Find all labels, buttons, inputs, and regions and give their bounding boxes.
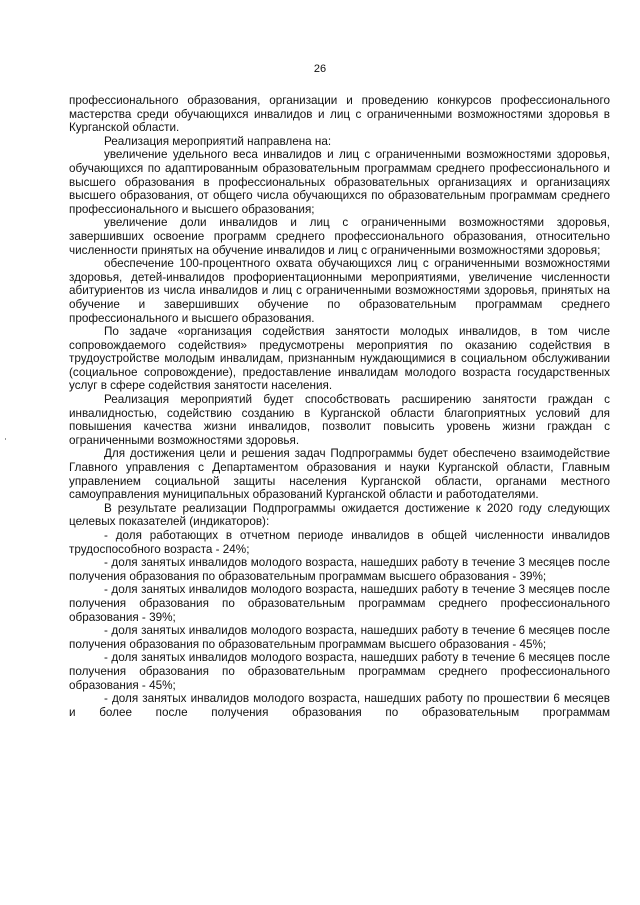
indicator-item: - доля занятых инвалидов молодого возраста, нашедших работу в течение 3 месяцев после получения образования по образовательным программам высшего образования - 39%;	[69, 556, 610, 583]
paragraph-measure-2: увеличение доли инвалидов и лиц с ограниченными возможностями здоровья, завершивших освоение программ среднего профессионального образования, относительно численности принятых на обучение инвалидов и лиц с ограниченными возможностями здоровья;	[69, 216, 610, 257]
paragraph-measure-3: обеспечение 100-процентного охвата обучающихся лиц с ограниченными возможностями здоровья, детей-инвалидов профориентационными мероприятиями, увеличение численности абитуриентов из числа инвалидов и лиц с ограниченными возможностями здоровья, принятых на обучение и завершивших обучение по образовательным программам среднего профессионального и высшего образования.	[69, 257, 610, 325]
page-number: 26	[313, 63, 327, 75]
scan-mark	[5, 438, 6, 440]
indicator-item: - доля занятых инвалидов молодого возраста, нашедших работу в течение 6 месяцев после получения образования по образовательным программам высшего образования - 45%;	[69, 624, 610, 651]
body-text	[69, 94, 610, 719]
paragraph-measures-intro: Реализация мероприятий направлена на:	[104, 134, 332, 148]
paragraph-measure-1: увеличение удельного веса инвалидов и лиц с ограниченными возможностями здоровья, обучающихся по адаптированным образовательным программам среднего профессионального и высшего образования в профессиональных образовательных организациях и организациях высшего образования, от общего числа обучающихся по образовательным программам среднего профессионального и высшего образования;	[69, 148, 610, 216]
paragraph-implementation-effect: Реализация мероприятий будет способствовать расширению занятости граждан с инвалидностью, содействию созданию в Курганской области благоприятных условий для повышения качества жизни инвалидов, позволит повысить уровень жизни граждан с ограниченными возможностями здоровья.	[69, 393, 610, 447]
paragraph-results-intro: В результате реализации Подпрограммы ожидается достижение к 2020 году следующих целевых показателей (индикаторов):	[69, 501, 610, 529]
paragraph-continuation: профессионального образования, организации и проведению конкурсов профессионального мастерства среди обучающихся инвалидов и лиц с ограниченными возможностями здоровья в Курганской области.	[69, 94, 610, 135]
indicator-item: - доля занятых инвалидов молодого возраста, нашедших работу в течение 3 месяцев после получения образования по образовательным программам среднего профессионального образования - 39%;	[69, 583, 610, 624]
paragraph-employment-task: По задаче «организация содействия занятости молодых инвалидов, в том числе сопровождаемого содействия» предусмотрены мероприятия по оказанию содействия в трудоустройстве молодым инвалидам, признанным нуждающимися в социальном обслуживании (социальное сопровождение), предоставление инвалидам молодого возраста государственных услуг в сфере содействия занятости населения.	[69, 325, 610, 393]
paragraph-interaction: Для достижения цели и решения задач Подпрограммы будет обеспечено взаимодействие Главного управления с Департаментом образования и науки Курганской области, Главным управлением социальной защиты населения Курганской области, органами местного самоуправления муниципальных образований Курганской области и работодателями.	[69, 447, 610, 502]
indicator-item: - доля работающих в отчетном периоде инвалидов в общей численности инвалидов трудоспособного возраста - 24%;	[69, 529, 610, 556]
indicator-item: - доля занятых инвалидов молодого возраста, нашедших работу в течение 6 месяцев после получения образования по образовательным программам среднего профессионального образования - 45%;	[69, 651, 610, 692]
indicator-item: - доля занятых инвалидов молодого возраста, нашедших работу по прошествии 6 месяцев и более после получения образования по образовательным программам	[69, 692, 610, 719]
